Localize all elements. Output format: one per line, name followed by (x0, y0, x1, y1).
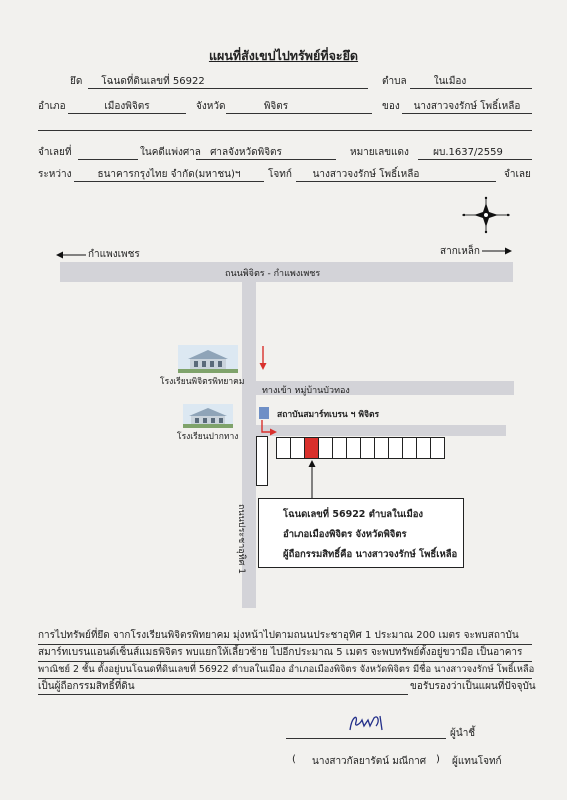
field-deed-number: โฉนดที่ดินเลขที่ 56922 (101, 76, 205, 87)
label-province: จังหวัด (196, 101, 226, 112)
shop-lot (360, 437, 375, 459)
property-info-box (258, 498, 464, 568)
shop-lot (430, 437, 445, 459)
direction-right-label: สากเหล็ก (440, 246, 480, 257)
route-turn-arrow-icon (259, 420, 277, 436)
signature-line (286, 738, 446, 739)
label-plaintiff: โจทก์ (268, 169, 292, 180)
property-info-line3: ผู้ถือกรรมสิทธิ์คือ นางสาวจงรักษ์ โพธิ์เหลือ (283, 549, 458, 560)
field-defendant: นางสาวจงรักษ์ โพธิ์เหลือ (312, 169, 420, 180)
signature-open-paren: ( (292, 754, 296, 765)
signature-name: นางสาวกัลยารัตน์ มณีกาศ (312, 756, 427, 767)
signature-role-rep: ผู้แทนโจทก์ (452, 756, 502, 767)
shop-lot (416, 437, 431, 459)
vertical-road-label: ถนนประชาอุทิศ 1 (236, 504, 246, 574)
field-subdistrict: ในเมือง (433, 76, 467, 87)
side-road (256, 425, 506, 436)
page-title: แผนที่สังเขปไปทรัพย์ที่จะยึด (208, 48, 359, 63)
school-building-icon (178, 345, 238, 373)
description-line4-underline (38, 694, 408, 695)
description-line3: พาณิชย์ 2 ชั้น ตั้งอยู่บนโฉนดที่ดินเลขที่ 56922 ตำบลในเมือง อำเภอเมืองพิจิตร จังหวัดพิจิตร มีชื่อ นางสาวจงรักษ์ โพธิ์เหลือ (38, 662, 532, 679)
village-road-label: ทางเข้า หมู่บ้านบัวทอง (262, 386, 350, 396)
arrow-left-icon (56, 250, 86, 260)
compass-icon (458, 195, 514, 235)
field-case-no: ผบ.1637/2559 (433, 147, 503, 158)
underline (78, 159, 138, 160)
description-line4: เป็นผู้ถือกรรมสิทธิ์ที่ดิน (38, 681, 135, 692)
arrow-right-icon (482, 246, 512, 256)
shop-lot (276, 437, 291, 459)
field-province: พิจิตร (263, 101, 289, 112)
school2-label: โรงเรียนปากทาง (177, 432, 239, 442)
label-owner: ของ (382, 101, 400, 112)
shop-lot (318, 437, 333, 459)
direction-left-label: กำแพงเพชร (88, 249, 140, 260)
field-owner: นางสาวจงรักษ์ โพธิ์เหลือ (413, 101, 521, 112)
field-court: ศาลจังหวัดพิจิตร (210, 147, 282, 158)
shop-lot (374, 437, 389, 459)
label-seize: ยึด (70, 76, 83, 87)
shop-lot (346, 437, 361, 459)
shop-lot (256, 436, 268, 486)
label-defendant-no: จำเลยที่ (38, 147, 72, 158)
description-paragraph (38, 628, 536, 695)
shop-lot (290, 437, 305, 459)
description-line1: การไปทรัพย์ที่ยึด จากโรงเรียนพิจิตรพิทยาคม มุ่งหน้าไปตามถนนประชาอุทิศ 1 ประมาณ 200 เมตร จะพบสถาบัน (38, 628, 532, 645)
school1-label: โรงเรียนพิจิตรพิทยาคม (160, 377, 245, 387)
label-red-case-no: หมายเลขแดง (350, 147, 409, 158)
label-defendant: จำเลย (504, 169, 531, 180)
field-plaintiff: ธนาคารกรุงไทย จำกัด(มหาชน)ฯ (97, 169, 241, 180)
field-district: เมืองพิจิตร (104, 101, 150, 112)
institute-marker (259, 407, 269, 419)
shop-lot (402, 437, 417, 459)
description-line2: สมาร์ทเบรนแอนด์เซ็นส์แมธพิจิตร พบแยกให้เลี้ยวซ้าย ไปอีกประมาณ 5 เมตร จะพบทรัพย์ตั้งอยู่ขวามือ เป็นอาคาร (38, 645, 532, 662)
description-line4-row (38, 679, 536, 695)
signature-image (346, 712, 394, 734)
label-between: ระหว่าง (38, 169, 72, 180)
property-info-line2: อำเภอเมืองพิจิตร จังหวัดพิจิตร (283, 529, 407, 540)
shop-lot (388, 437, 403, 459)
route-arrow-down-icon (259, 346, 267, 370)
target-property (304, 437, 319, 459)
main-road-label: ถนนพิจิตร - กำแพงเพชร (225, 269, 321, 279)
school-building-icon (183, 404, 233, 428)
property-info-line1: โฉนดเลขที่ 56922 ตำบลในเมือง (283, 509, 424, 520)
signature-close-paren: ) (436, 754, 440, 765)
certify-text: ขอรับรองว่าเป็นแผนที่ปัจจุบัน (410, 681, 536, 692)
shop-lot (332, 437, 347, 459)
signature-role-guide: ผู้นำชี้ (450, 728, 476, 739)
label-district: อำเภอ (38, 101, 66, 112)
label-subdistrict: ตำบล (382, 76, 407, 87)
pointer-arrow-icon (307, 460, 317, 500)
blank-line (38, 130, 532, 131)
label-civil-court: ในคดีแพ่งศาล (140, 147, 201, 158)
institute-label: สถาบันสมาร์ทเบรน ฯ พิจิตร (277, 410, 380, 420)
